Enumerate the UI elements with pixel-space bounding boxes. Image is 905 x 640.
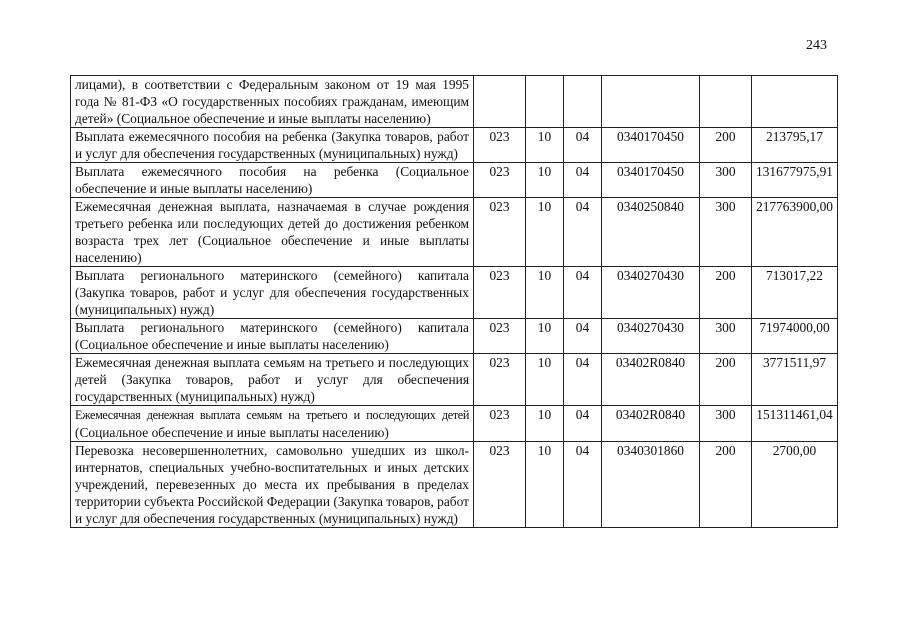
row-description-condensed: Ежемесячная денежная выплата семьям на третьего и последующих детей bbox=[75, 408, 469, 422]
grbs-code: 023 bbox=[474, 354, 526, 406]
table-row bbox=[71, 76, 838, 128]
target-article-code: 0340301860 bbox=[602, 442, 700, 528]
amount: 71974000,00 bbox=[752, 319, 838, 354]
amount: 131677975,91 bbox=[752, 163, 838, 198]
table-row bbox=[71, 128, 838, 163]
table-row bbox=[71, 319, 838, 354]
target-article-code: 03402R0840 bbox=[602, 354, 700, 406]
amount: 213795,17 bbox=[752, 128, 838, 163]
target-article-code: 0340250840 bbox=[602, 198, 700, 267]
grbs-code: 023 bbox=[474, 163, 526, 198]
grbs-code: 023 bbox=[474, 267, 526, 319]
subsection-code bbox=[564, 76, 602, 128]
subsection-code: 04 bbox=[564, 163, 602, 198]
expense-type-code bbox=[700, 76, 752, 128]
target-article-code: 0340270430 bbox=[602, 319, 700, 354]
table-row bbox=[71, 406, 838, 442]
row-description: Выплата регионального материнского (семейного) капитала (Социальное обеспечение и иные выплаты населению) bbox=[71, 319, 474, 354]
grbs-code: 023 bbox=[474, 319, 526, 354]
subsection-code: 04 bbox=[564, 198, 602, 267]
expense-type-code: 300 bbox=[700, 406, 752, 442]
section-code: 10 bbox=[526, 128, 564, 163]
expense-type-code: 200 bbox=[700, 442, 752, 528]
grbs-code: 023 bbox=[474, 442, 526, 528]
expense-type-code: 300 bbox=[700, 163, 752, 198]
table-row bbox=[71, 354, 838, 406]
row-description: Выплата ежемесячного пособия на ребенка (Закупка товаров, работ и услуг для обеспечения государственных (муниципальных) нужд) bbox=[71, 128, 474, 163]
grbs-code: 023 bbox=[474, 198, 526, 267]
row-description: лицами), в соответствии с Федеральным законом от 19 мая 1995 года № 81-ФЗ «О государственных пособиях гражданам, имеющим детей» (Социальное обеспечение и иные выплаты населению) bbox=[71, 76, 474, 128]
section-code: 10 bbox=[526, 442, 564, 528]
section-code bbox=[526, 76, 564, 128]
subsection-code: 04 bbox=[564, 406, 602, 442]
target-article-code: 0340170450 bbox=[602, 163, 700, 198]
target-article-code: 03402R0840 bbox=[602, 406, 700, 442]
section-code: 10 bbox=[526, 267, 564, 319]
subsection-code: 04 bbox=[564, 354, 602, 406]
row-description bbox=[71, 406, 474, 442]
section-code: 10 bbox=[526, 354, 564, 406]
target-article-code: 0340270430 bbox=[602, 267, 700, 319]
subsection-code: 04 bbox=[564, 128, 602, 163]
grbs-code: 023 bbox=[474, 128, 526, 163]
table-row bbox=[71, 163, 838, 198]
subsection-code: 04 bbox=[564, 267, 602, 319]
subsection-code: 04 bbox=[564, 442, 602, 528]
expense-type-code: 300 bbox=[700, 198, 752, 267]
row-description-tail: (Социальное обеспечение и иные выплаты населению) bbox=[75, 425, 389, 440]
amount: 217763900,00 bbox=[752, 198, 838, 267]
row-description: Ежемесячная денежная выплата семьям на третьего и последующих детей (Закупка товаров, работ и услуг для обеспечения государственных (муниципальных) нужд) bbox=[71, 354, 474, 406]
section-code: 10 bbox=[526, 406, 564, 442]
target-article-code bbox=[602, 76, 700, 128]
row-description: Выплата регионального материнского (семейного) капитала (Закупка товаров, работ и услуг для обеспечения государственных (муниципальных) нужд) bbox=[71, 267, 474, 319]
amount: 151311461,04 bbox=[752, 406, 838, 442]
row-description: Перевозка несовершеннолетних, самовольно ушедших из школ-интернатов, специальных учебно-воспитательных и иных детских учреждений, перевезенных до места их пребывания в пределах территории субъекта Российской Федерации (Закупка товаров, работ и услуг для обеспечения государственных (муниципальных) нужд) bbox=[71, 442, 474, 528]
row-description: Ежемесячная денежная выплата, назначаемая в случае рождения третьего ребенка или последующих детей до достижения ребенком возраста трех лет (Социальное обеспечение и иные выплаты населению) bbox=[71, 198, 474, 267]
expense-type-code: 200 bbox=[700, 267, 752, 319]
expense-type-code: 200 bbox=[700, 128, 752, 163]
amount: 3771511,97 bbox=[752, 354, 838, 406]
section-code: 10 bbox=[526, 163, 564, 198]
table-row bbox=[71, 198, 838, 267]
expense-type-code: 300 bbox=[700, 319, 752, 354]
amount bbox=[752, 76, 838, 128]
grbs-code bbox=[474, 76, 526, 128]
page-number: 243 bbox=[806, 38, 827, 53]
amount: 713017,22 bbox=[752, 267, 838, 319]
grbs-code: 023 bbox=[474, 406, 526, 442]
section-code: 10 bbox=[526, 198, 564, 267]
subsection-code: 04 bbox=[564, 319, 602, 354]
section-code: 10 bbox=[526, 319, 564, 354]
target-article-code: 0340170450 bbox=[602, 128, 700, 163]
budget-table bbox=[70, 75, 838, 528]
row-description: Выплата ежемесячного пособия на ребенка (Социальное обеспечение и иные выплаты населению) bbox=[71, 163, 474, 198]
expense-type-code: 200 bbox=[700, 354, 752, 406]
table-row bbox=[71, 267, 838, 319]
amount: 2700,00 bbox=[752, 442, 838, 528]
table-row bbox=[71, 442, 838, 528]
